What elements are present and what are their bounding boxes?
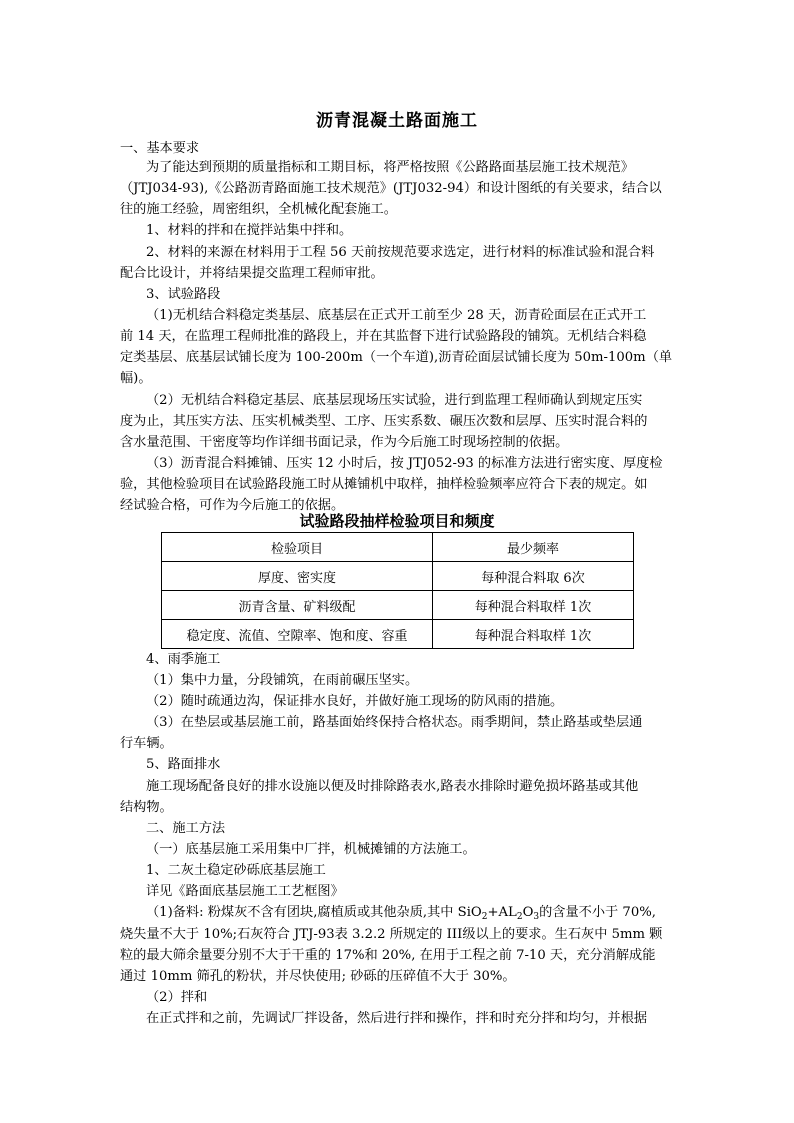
table-cell: 稳定度、流值、空隙率、饱和度、容重 xyxy=(162,620,433,649)
section-heading: 一、基本要求 xyxy=(120,141,200,156)
subscript: 2 xyxy=(516,912,523,922)
paragraph-line: 验，其他检验项目在试验路段施工时从摊铺机中取样，抽样检验频率应符合下表的规定。如 xyxy=(120,477,648,492)
paragraph-line: （3）沥青混合料摊铺、压实 12 小时后，按 JTJ052-93 的标准方法进行密实度、厚度检 xyxy=(146,456,663,471)
paragraph-line: （2）随时疏通边沟，保证排水良好，并做好施工现场的防风雨的措施。 xyxy=(146,694,564,709)
subscript: 3 xyxy=(533,912,540,922)
table-row xyxy=(162,620,634,649)
paragraph-line: 前 14 天，在监理工程师批准的路段上，并在其监督下进行试验路段的铺筑。无机结合料稳 xyxy=(120,329,647,344)
text-run: 的含量不小于 70%, xyxy=(539,905,656,920)
list-item: 1、材料的拌和在搅拌站集中拌和。 xyxy=(146,223,353,238)
paragraph-line: （1）集中力量，分段铺筑，在雨前碾压坚实。 xyxy=(146,673,419,688)
list-item: 5、路面排水 xyxy=(146,757,221,772)
paragraph-line: 结构物。 xyxy=(120,800,173,815)
paragraph-line: 往的施工经验，周密组织，全机械化配套施工。 xyxy=(120,202,397,217)
paragraph-line: 定类基层、底基层试铺长度为 100-200m（一个车道),沥青砼面层试铺长度为 50m-100m（单 xyxy=(120,350,673,365)
paragraph-line: 经试验合格，可作为今后施工的依据。 xyxy=(120,498,345,513)
table-caption: 试验路段抽样检验项目和频度 xyxy=(299,512,495,530)
table-header-row xyxy=(162,533,634,562)
paragraph-line: （JTJ034-93),《公路沥青路面施工技术规范》(JTJ032-94）和设计图纸的有关要求，结合以 xyxy=(120,181,662,196)
paragraph-line: 幅)。 xyxy=(120,371,152,386)
text-run: O xyxy=(522,905,534,920)
table-cell: 沥青含量、矿料级配 xyxy=(162,591,433,620)
inspection-table xyxy=(161,532,634,649)
text-run: +AL xyxy=(487,905,517,920)
paragraph-line: 施工现场配备良好的排水设施以便及时排除路表水,路表水排除时避免损坏路基或其他 xyxy=(146,779,639,794)
list-item: 3、试验路段 xyxy=(146,287,221,302)
paragraph-line: 在正式拌和之前，先调试厂拌设备，然后进行拌和操作，拌和时充分拌和均匀，并根据 xyxy=(146,1011,648,1026)
paragraph-line: （2）无机结合料稳定基层、底基层现场压实试验，进行到监理工程师确认到规定压实 xyxy=(146,393,643,408)
document-title: 沥青混凝土路面施工 xyxy=(316,111,478,131)
paragraph-line xyxy=(146,904,656,922)
table-cell: 每种混合料取样 1次 xyxy=(433,591,634,620)
table-cell: 每种混合料取样 1次 xyxy=(433,620,634,649)
list-item: 4、雨季施工 xyxy=(146,652,221,667)
paragraph-line: （2）拌和 xyxy=(146,990,208,1005)
table-row xyxy=(162,591,634,620)
paragraph-line: （3）在垫层或基层施工前，路基面始终保持合格状态。雨季期间，禁止路基或垫层通 xyxy=(146,715,643,730)
paragraph-line: 烧失量不大于 10%;石灰符合 JTJ-93表 3.2.2 所规定的 III级以上的要求。生石灰中 5mm 颗 xyxy=(120,927,663,942)
paragraph-line: 配合比设计，并将结果提交监理工程师审批。 xyxy=(120,266,384,281)
paragraph-line: 含水量范围、干密度等均作详细书面记录，作为今后施工时现场控制的依据。 xyxy=(120,435,569,450)
list-item: 1、二灰土稳定砂砾底基层施工 xyxy=(146,863,326,878)
paragraph-line: 行车辆。 xyxy=(120,736,173,751)
paragraph-line: （1)无机结合料稳定类基层、底基层在正式开工前至少 28 天，沥青砼面层在正式开工 xyxy=(146,308,647,323)
table-row xyxy=(162,562,634,591)
paragraph-line: 通过 10mm 筛孔的粉状，并尽快使用; 砂砾的压碎值不大于 30%。 xyxy=(120,969,516,984)
table-cell: 每种混合料取 6次 xyxy=(433,562,634,591)
paragraph-line: （一）底基层施工采用集中厂拌，机械摊铺的方法施工。 xyxy=(146,842,476,857)
paragraph-line: 粒的最大筛余量要分别不大于干重的 17%和 20%, 在用于工程之前 7-10 天，充分消解成能 xyxy=(120,948,656,963)
section-heading: 二、施工方法 xyxy=(146,821,226,836)
paragraph-line: 度为止，其压实方法、压实机械类型、工序、压实系数、碾压次数和层厚、压实时混合料的 xyxy=(120,414,648,429)
table-header-cell: 最少频率 xyxy=(433,533,634,562)
subscript: 2 xyxy=(481,912,488,922)
table-header-cell: 检验项目 xyxy=(162,533,433,562)
text-run: （1)备料: 粉煤灰不含有团块,腐植质或其他杂质,其中 SiO xyxy=(146,905,482,920)
list-item: 2、材料的来源在材料用于工程 56 天前按规范要求选定，进行材料的标准试验和混合料 xyxy=(146,245,655,260)
paragraph-line: 为了能达到预期的质量指标和工期目标，将严格按照《公路路面基层施工技术规范》 xyxy=(146,160,634,175)
paragraph-line: 详见《路面底基层施工工艺框图》 xyxy=(146,884,344,899)
table-cell: 厚度、密实度 xyxy=(162,562,433,591)
